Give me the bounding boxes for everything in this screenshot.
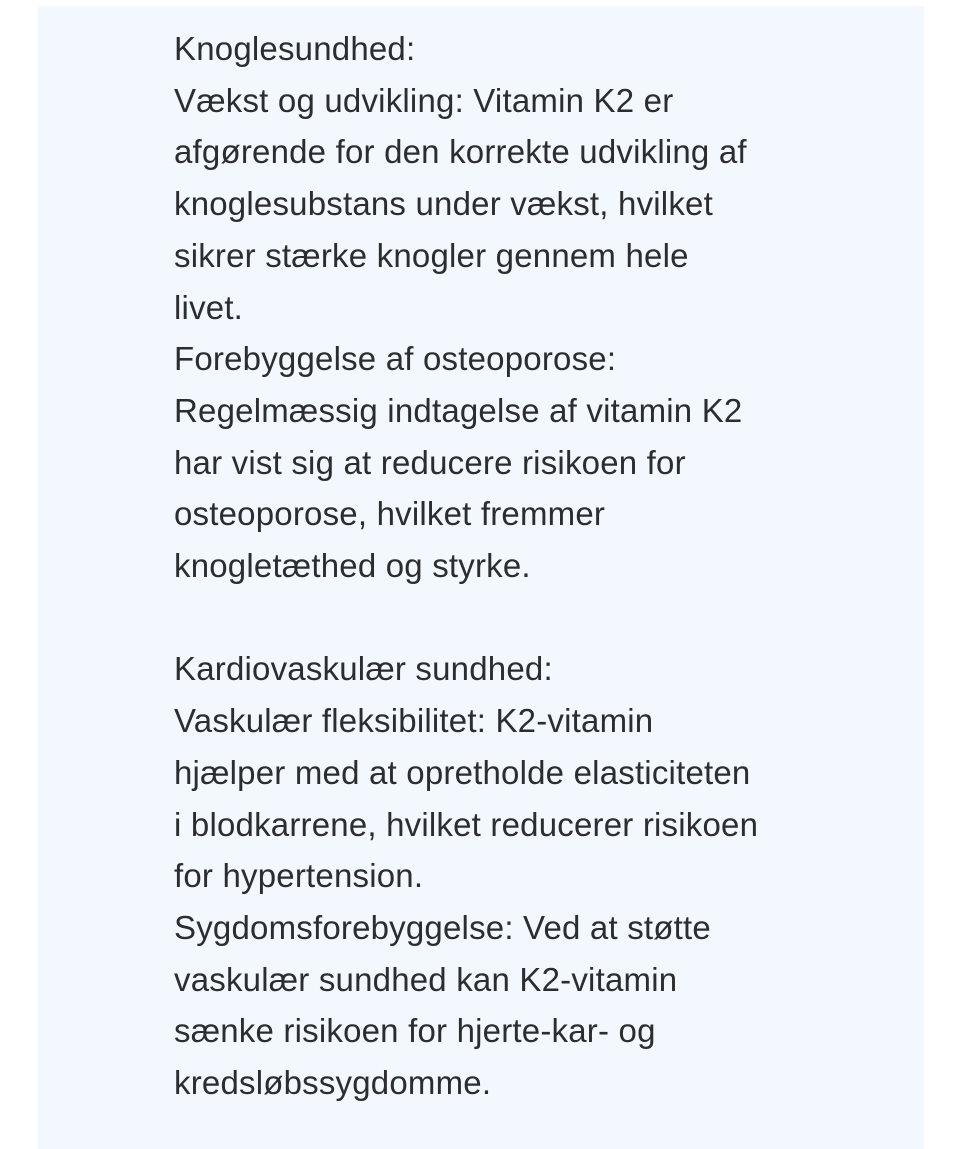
paragraph-vascular-flexibility [174,695,894,902]
section-bone-health [174,23,894,592]
text-line: i blodkarrene, hvilket reducerer risikoen [174,805,759,843]
paragraph-osteoporosis [174,333,894,592]
text-line: Vækst og udvikling: Vitamin K2 er [174,81,674,119]
text-line: vaskulær sundhed kan K2-vitamin [174,960,678,998]
text-line: hjælper med at opretholde elasticiteten [174,753,751,791]
section-spacer [174,592,894,644]
section-cardiovascular-health [174,643,894,1108]
section-heading: Kardiovaskulær sundhed: [174,650,553,688]
article-panel [38,6,924,1149]
section-heading: Knoglesundhed: [174,30,416,67]
text-line: livet. [174,288,244,326]
text-line: Forebyggelse af osteoporose: [174,340,617,378]
article-text [174,23,894,1109]
paragraph-growth [174,75,894,334]
text-line: afgørende for den korrekte udvikling af [174,133,747,171]
text-line: Vaskulær fleksibilitet: K2-vitamin [174,702,654,740]
text-line: sænke risikoen for hjerte-kar- og [174,1012,656,1050]
text-line: knogletæthed og styrke. [174,547,531,585]
text-line: kredsløbssygdomme. [174,1064,492,1102]
text-line: Regelmæssig indtagelse af vitamin K2 [174,391,743,429]
text-line: Sygdomsforebyggelse: Ved at støtte [174,908,711,946]
text-line: sikrer stærke knogler gennem hele [174,236,689,274]
text-line: for hypertension. [174,857,424,895]
text-line: knoglesubstans under vækst, hvilket [174,185,713,223]
text-line: har vist sig at reducere risikoen for [174,443,686,481]
paragraph-disease-prevention [174,902,894,1109]
text-line: osteoporose, hvilket fremmer [174,495,606,533]
